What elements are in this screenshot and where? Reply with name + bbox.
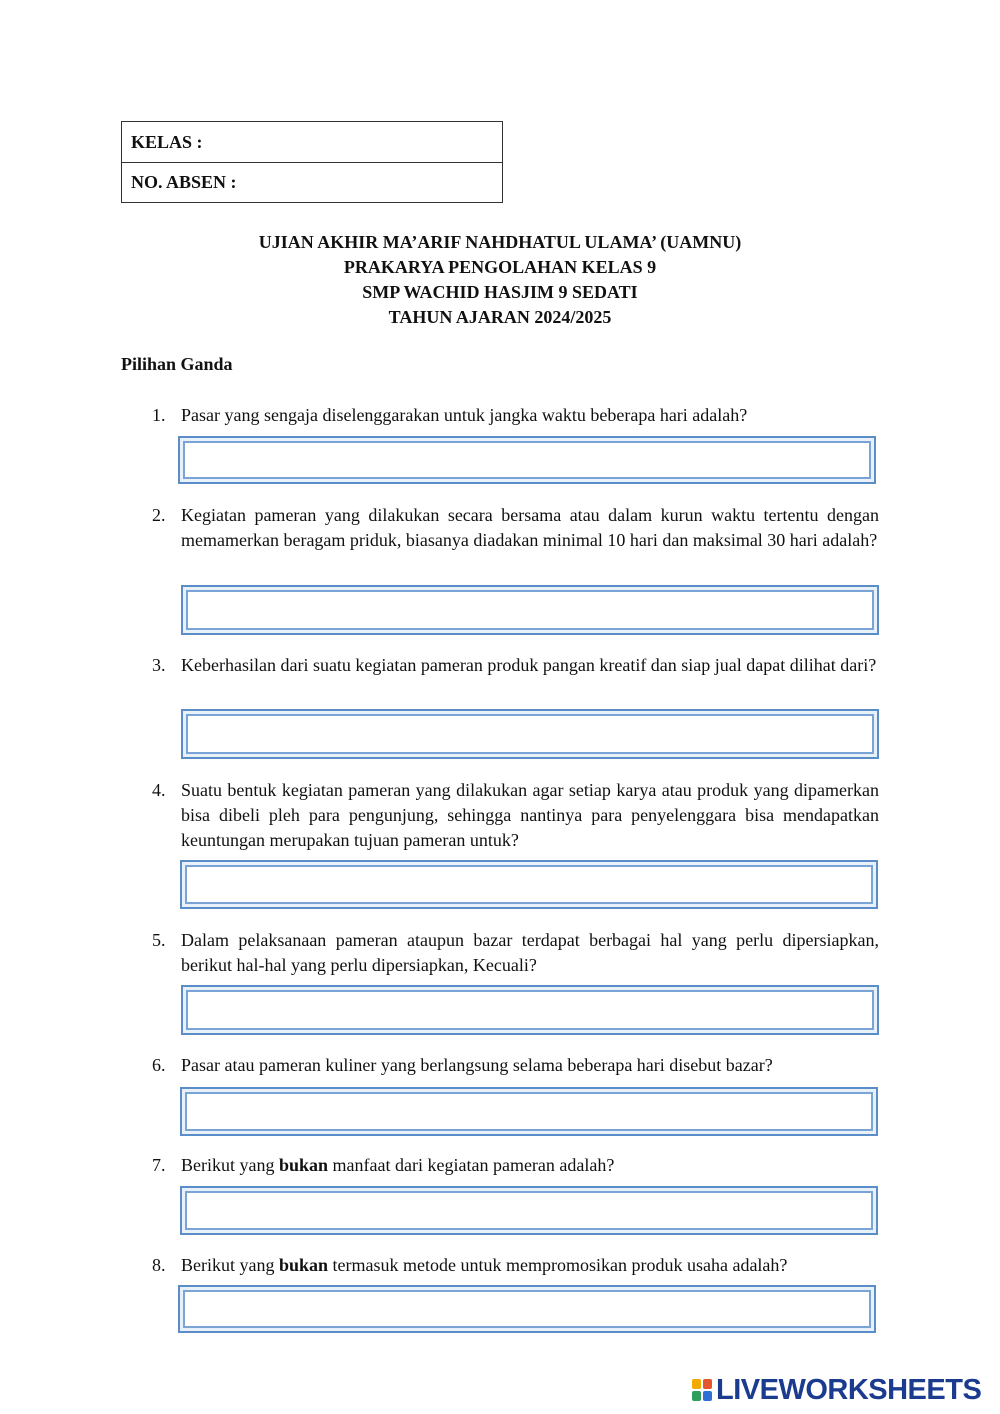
question-7 [152, 1153, 879, 1178]
question-5 [152, 928, 879, 978]
answer-box-7[interactable] [180, 1186, 878, 1235]
question-3 [152, 653, 879, 678]
answer-field[interactable] [186, 990, 874, 1030]
question-number: 3. [152, 655, 166, 675]
question-8 [152, 1253, 879, 1278]
question-text: Suatu bentuk kegiatan pameran yang dilakukan agar setiap karya atau produk yang dipamerkan bisa dibeli pleh para pengunjung, sehingga nantinya para penyelenggara bisa mendapatkan keuntungan merupakan tujuan pameran untuk? [181, 780, 879, 850]
class-label: KELAS : [131, 131, 203, 152]
class-row [122, 122, 502, 162]
subject-line: PRAKARYA PENGOLAHAN KELAS 9 [343, 257, 657, 277]
school-name: SMP WACHID HASJIM 9 SEDATI [362, 282, 638, 302]
section-title: Pilihan Ganda [121, 354, 233, 374]
answer-field[interactable] [186, 714, 874, 754]
question-4 [152, 778, 879, 853]
answer-field[interactable] [185, 865, 873, 904]
question-1 [152, 403, 879, 428]
question-text: Dalam pelaksanaan pameran ataupun bazar terdapat berbagai hal yang perlu dipersiapkan, berikut hal-hal yang perlu dipersiapkan, Kecuali? [181, 930, 879, 975]
answer-box-1[interactable] [178, 436, 876, 484]
brand-name: LIVEWORKSHEETS [716, 1373, 982, 1406]
question-text-after: manfaat dari kegiatan pameran adalah? [328, 1155, 615, 1175]
answer-box-4[interactable] [180, 860, 878, 909]
exam-header [0, 230, 1000, 330]
question-number: 8. [152, 1255, 166, 1275]
answer-field[interactable] [185, 1092, 873, 1131]
academic-year: TAHUN AJARAN 2024/2025 [388, 307, 612, 327]
question-text [181, 1153, 879, 1178]
question-number: 2. [152, 505, 166, 525]
question-text: Pasar atau pameran kuliner yang berlangsung selama beberapa hari disebut bazar? [181, 1055, 773, 1075]
absen-row [122, 162, 502, 202]
question-text-emphasis: bukan [278, 1155, 329, 1175]
question-number: 5. [152, 930, 166, 950]
question-text-after: termasuk metode untuk mempromosikan produk usaha adalah? [328, 1255, 788, 1275]
answer-box-8[interactable] [178, 1285, 876, 1333]
question-text: Kegiatan pameran yang dilakukan secara bersama atau dalam kurun waktu tertentu dengan memamerkan beragam priduk, biasanya diadakan minimal 10 hari dan maksimal 30 hari adalah? [181, 505, 879, 550]
answer-box-3[interactable] [181, 709, 879, 759]
exam-title: UJIAN AKHIR MA’ARIF NAHDHATUL ULAMA’ (UAMNU) [258, 232, 742, 252]
question-text: Pasar yang sengaja diselenggarakan untuk jangka waktu beberapa hari adalah? [181, 405, 748, 425]
question-number: 7. [152, 1155, 166, 1175]
question-text-before: Berikut yang [181, 1155, 279, 1175]
question-text: Keberhasilan dari suatu kegiatan pameran produk pangan kreatif dan siap jual dapat dilihat dari? [181, 655, 877, 675]
question-text-before: Berikut yang [181, 1255, 279, 1275]
liveworksheets-logo-icon [692, 1379, 712, 1401]
answer-box-2[interactable] [181, 585, 879, 635]
question-number: 1. [152, 405, 166, 425]
question-6 [152, 1053, 879, 1078]
absen-label: NO. ABSEN : [131, 172, 237, 192]
answer-box-6[interactable] [180, 1087, 878, 1136]
question-2 [152, 503, 879, 553]
question-text-emphasis: bukan [278, 1255, 329, 1275]
answer-field[interactable] [183, 441, 871, 479]
liveworksheets-brand [692, 1374, 981, 1406]
question-number: 4. [152, 780, 166, 800]
question-number: 6. [152, 1055, 166, 1075]
answer-field[interactable] [185, 1191, 873, 1230]
student-info-table [121, 121, 503, 203]
answer-field[interactable] [183, 1290, 871, 1328]
question-text [181, 1253, 879, 1278]
answer-field[interactable] [186, 590, 874, 630]
answer-box-5[interactable] [181, 985, 879, 1035]
